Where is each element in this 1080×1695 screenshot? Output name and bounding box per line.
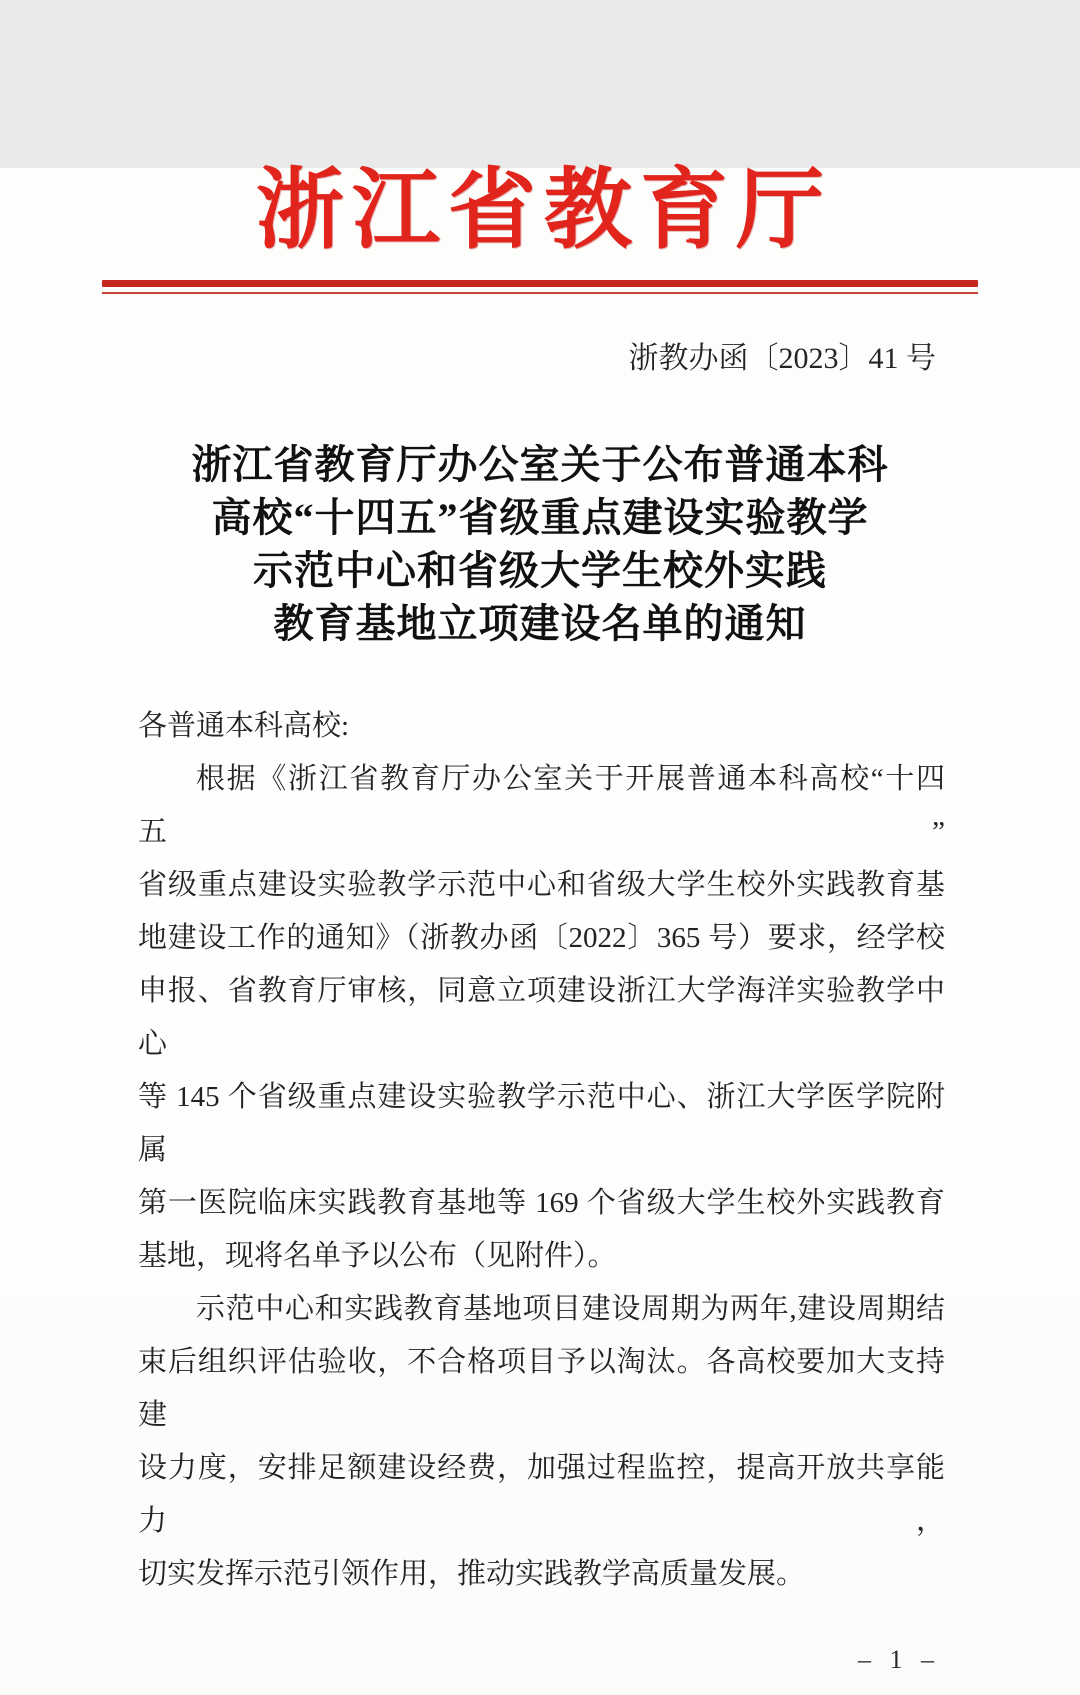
body-line: 申报、省教育厅审核，同意立项建设浙江大学海洋实验教学中心 (138, 975, 945, 1060)
body-line: 切实发挥示范引领作用，推动实践教学高质量发展。 (138, 1558, 806, 1590)
body-line: 等 145 个省级重点建设实验教学示范中心、浙江大学医学院附属 (138, 1081, 945, 1166)
body-line: 示范中心和实践教育基地项目建设周期为两年,建设周期结 (196, 1293, 945, 1325)
document-body (138, 700, 945, 1601)
body-line: 省级重点建设实验教学示范中心和省级大学生校外实践教育基 (138, 869, 945, 901)
official-document-page (0, 163, 1080, 1695)
agency-letterhead: 浙江省教育厅 (255, 163, 832, 260)
document-title-line: 高校“十四五”省级重点建设实验教学 (211, 495, 869, 540)
document-title-line: 示范中心和省级大学生校外实践 (253, 548, 827, 593)
document-reference-number: 浙教办函〔2023〕41 号 (628, 342, 936, 375)
document-title-line: 浙江省教育厅办公室关于公布普通本科 (191, 442, 889, 487)
salutation-line: 各普通本科高校: (138, 710, 350, 742)
document-title (0, 438, 1080, 650)
body-line: 地建设工作的通知》（浙教办函〔2022〕365 号）要求，经学校 (138, 922, 945, 954)
page-number: – 1 – (858, 1645, 940, 1674)
body-line: 根据《浙江省教育厅办公室关于开展普通本科高校“十四五” (138, 763, 945, 848)
body-line: 第一医院临床实践教育基地等 169 个省级大学生校外实践教育 (138, 1187, 945, 1219)
document-title-line: 教育基地立项建设名单的通知 (273, 601, 807, 646)
body-line: 设力度，安排足额建设经费，加强过程监控，提高开放共享能力， (138, 1452, 945, 1537)
letterhead-rule-thin (102, 292, 978, 294)
body-line: 束后组织评估验收，不合格项目予以淘汰。各高校要加大支持建 (138, 1346, 945, 1431)
body-line: 基地，现将名单予以公布（见附件）。 (138, 1240, 617, 1272)
letterhead-rule-thick (102, 280, 978, 287)
paragraph-1 (138, 753, 945, 1283)
paragraph-2 (138, 1283, 945, 1601)
